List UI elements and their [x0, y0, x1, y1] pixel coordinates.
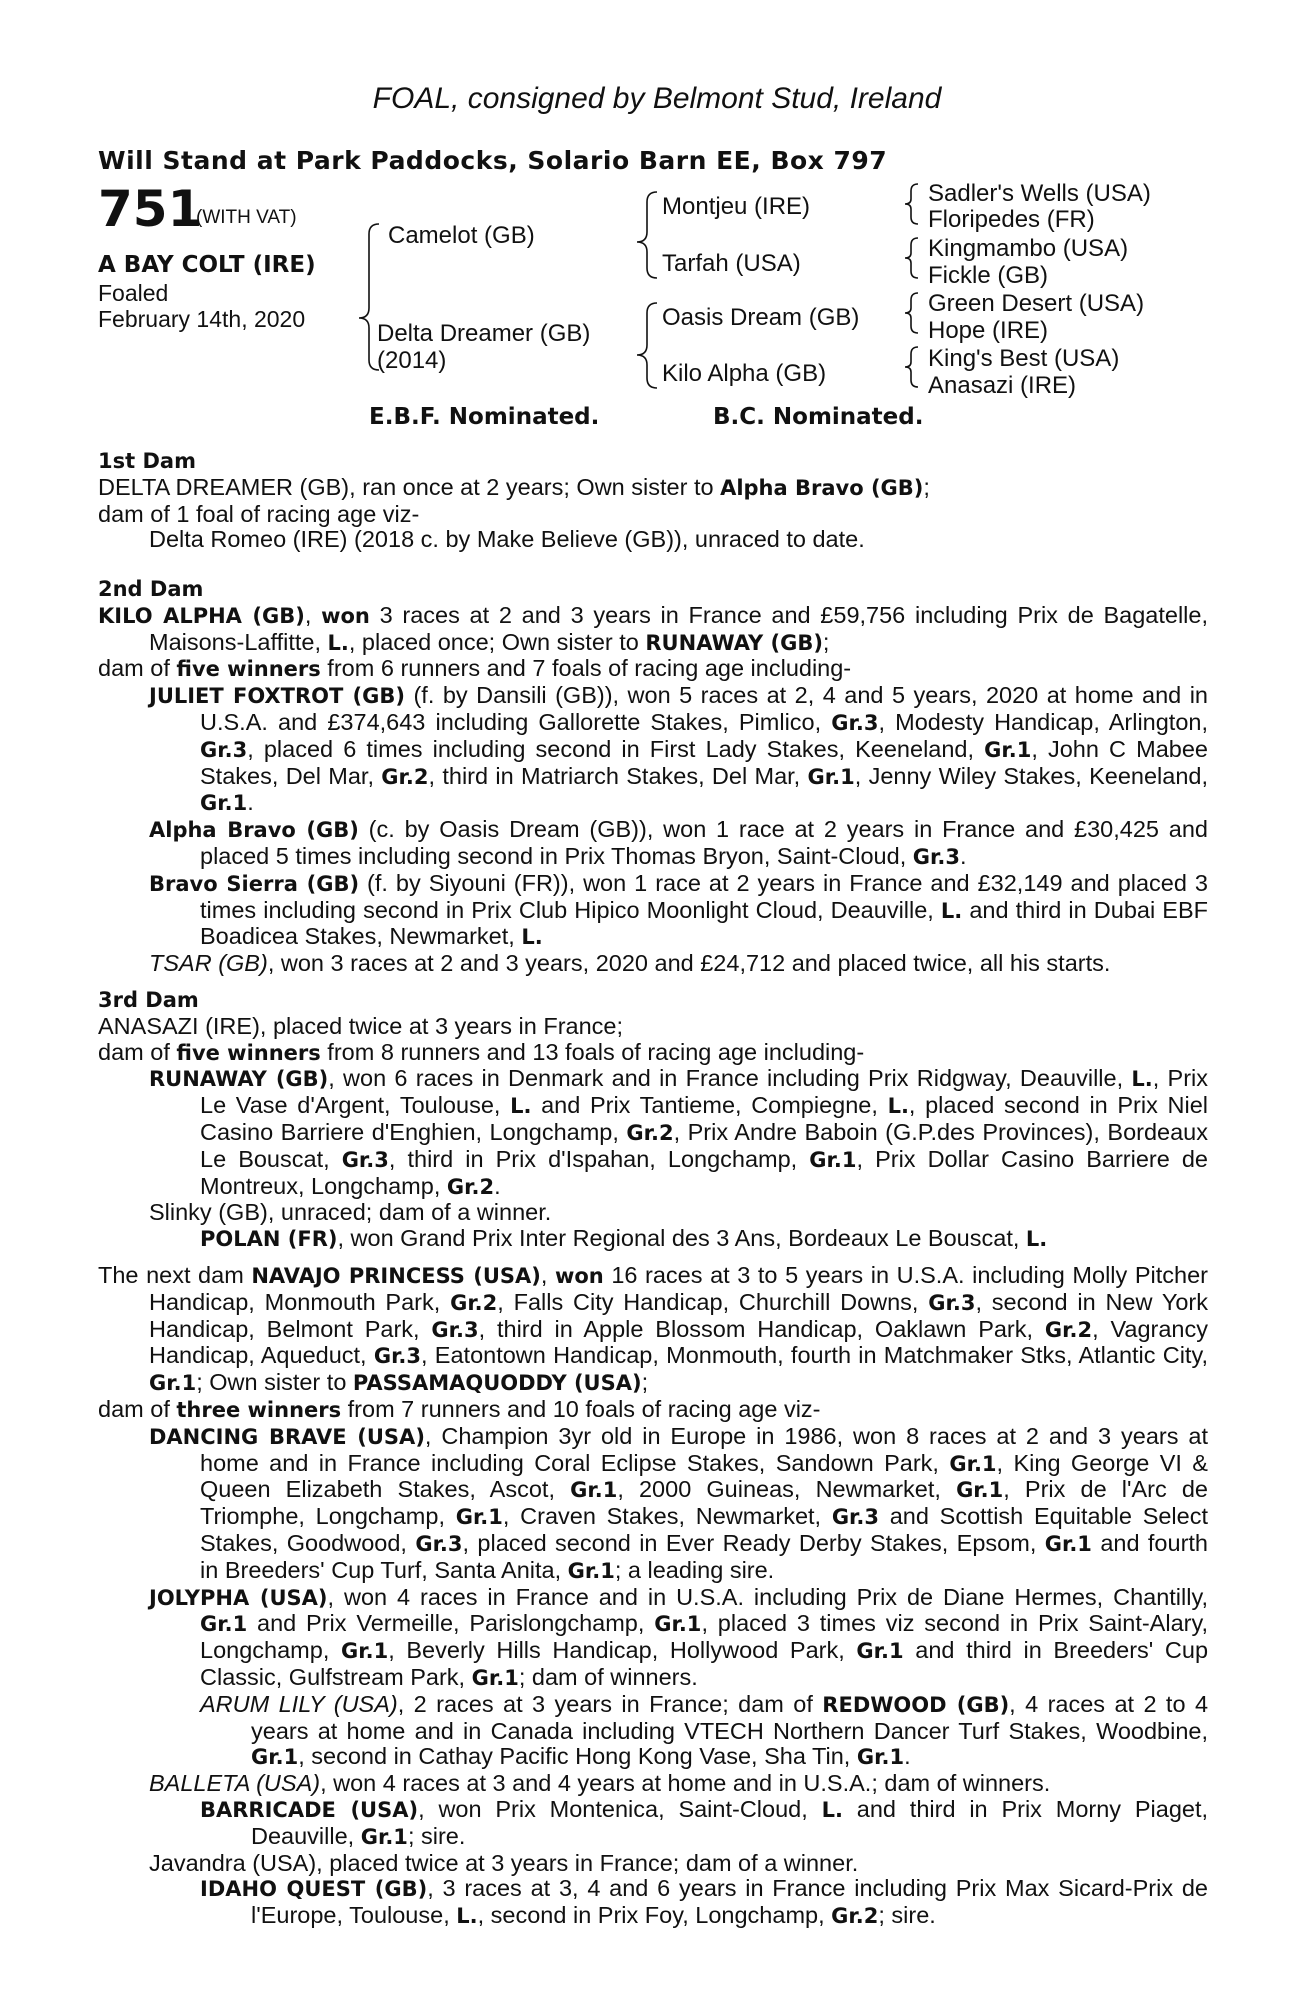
second-dam-section	[98, 576, 1208, 977]
produce-polan: POLAN (FR), won Grand Prix Inter Regional des 3 Ans, Bordeaux Le Bouscat, L.	[200, 1225, 1048, 1252]
produce-balleta: BALLETA (USA), won 4 races at 3 and 4 years at home and in U.S.A.; dam of winners.	[149, 1770, 1051, 1797]
first-dam-foal: Delta Romeo (IRE) (2018 c. by Make Believe (GB)), unraced to date.	[149, 526, 865, 553]
produce-barricade: BARRICADE (USA), won Prix Montenica, Saint-Cloud, L. and third in Prix Morny Piaget, Deauville, Gr.1; sire.	[200, 1795, 1209, 1849]
pedigree-gen3-2: Floripedes (FR)	[928, 206, 1095, 233]
next-dam-produce-line: dam of three winners from 7 runners and 10 foals of racing age viz-	[98, 1395, 821, 1422]
next-dam-record: The next dam NAVAJO PRINCESS (USA), won 16 races at 3 to 5 years in U.S.A. including Molly Pitcher Handicap, Monmouth Park, Gr.2, Falls City Handicap, Churchill Downs, Gr.3, second in New York Handicap, Belmont Park, Gr.3, third in Apple Blossom Handicap, Oaklawn Park, Gr.2, Vagrancy Handicap, Aqueduct, Gr.3, Eatontown Handicap, Monmouth, fourth in Matchmaker Stks, Atlantic City, Gr.1; Own sister to PASSAMAQUODDY (USA);	[98, 1262, 1208, 1396]
third-dam-section	[98, 987, 1208, 1253]
ebf-nominated: E.B.F. Nominated.	[369, 404, 600, 430]
third-dam-record: ANASAZI (IRE), placed twice at 3 years in France;	[98, 1012, 624, 1039]
produce-tsar: TSAR (GB), won 3 races at 2 and 3 years, 2020 and £24,712 and placed twice, all his starts.	[149, 950, 1111, 977]
bracket-gen3-3	[905, 293, 918, 333]
bracket-gen2-sire	[637, 192, 657, 278]
pedigree-gen3-3: Kingmambo (USA)	[928, 235, 1129, 262]
bracket-gen3-4	[905, 347, 918, 387]
pedigree-gen3-7: King's Best (USA)	[928, 345, 1120, 372]
bracket-gen3-2	[905, 238, 918, 278]
produce-bravo-sierra: Bravo Sierra (GB) (f. by Siyouni (FR)), won 1 race at 2 years in France and £32,149 and placed 3 times including second in Prix Club Hipico Moonlight Cloud, Deauville, L. and third in Dubai EBF Boadicea Stakes, Newmarket, L.	[149, 869, 1208, 950]
produce-runaway: RUNAWAY (GB), won 6 races in Denmark and in France including Prix Ridgway, Deauville, L., Prix Le Vase d'Argent, Toulouse, L. and Prix Tantieme, Compiegne, L., placed second in Prix Niel Casino Barriere d'Enghien, Longchamp, Gr.2, Prix Andre Baboin (G.P.des Provinces), Bordeaux Le Bouscat, Gr.3, third in Prix d'Ispahan, Longchamp, Gr.1, Prix Dollar Casino Barriere de Montreux, Longchamp, Gr.2.	[149, 1065, 1209, 1199]
pedigree-dam-sire: Oasis Dream (GB)	[662, 304, 860, 331]
horse-name: A BAY COLT (IRE)	[98, 252, 316, 278]
third-dam-produce-line: dam of five winners from 8 runners and 13 foals of racing age including-	[98, 1038, 865, 1065]
pedigree-gen3-8: Anasazi (IRE)	[928, 372, 1077, 399]
third-dam-heading: 3rd Dam	[98, 988, 199, 1012]
bracket-gen1	[359, 224, 379, 370]
produce-jolypha: JOLYPHA (USA), won 4 races in France and in U.S.A. including Prix de Diane Hermes, Chantilly, Gr.1 and Prix Vermeille, Parislongchamp, Gr.1, placed 3 times viz second in Prix Saint-Alary, Longchamp, Gr.1, Beverly Hills Handicap, Hollywood Park, Gr.1 and third in Breeders' Cup Classic, Gulfstream Park, Gr.1; dam of winners.	[149, 1583, 1209, 1690]
next-dam-section	[98, 1263, 1208, 1930]
produce-alpha-bravo: Alpha Bravo (GB) (c. by Oasis Dream (GB)), won 1 race at 2 years in France and £30,425 and placed 5 times including second in Prix Thomas Bryon, Saint-Cloud, Gr.3.	[149, 816, 1208, 869]
produce-idaho-quest: IDAHO QUEST (GB), 3 races at 3, 4 and 6 years in France including Prix Max Sicard-Prix de l'Europe, Toulouse, L., second in Prix Foy, Longchamp, Gr.2; sire.	[200, 1875, 1208, 1929]
first-dam-produce-line: dam of 1 foal of racing age viz-	[98, 500, 420, 527]
pedigree-sire: Camelot (GB)	[388, 222, 535, 249]
lot-number: 751	[98, 180, 203, 238]
second-dam-produce-line: dam of five winners from 6 runners and 7 foals of racing age including-	[98, 655, 852, 682]
pedigree-dam: Delta Dreamer (GB)	[377, 320, 591, 347]
pedigree-sire-sire: Montjeu (IRE)	[662, 193, 811, 220]
produce-arum-lily: ARUM LILY (USA), 2 races at 3 years in France; dam of REDWOOD (GB), 4 races at 2 to 4 years at home and in Canada including VTECH Northern Dancer Turf Stakes, Woodbine, Gr.1, second in Cathay Pacific Hong Kong Vase, Sha Tin, Gr.1.	[200, 1690, 1209, 1770]
bracket-gen2-dam	[637, 303, 657, 388]
page-title: FOAL, consigned by Belmont Stud, Ireland	[372, 82, 942, 115]
foaled-label: Foaled	[98, 280, 169, 306]
second-dam-record: KILO ALPHA (GB), won 3 races at 2 and 3 years in France and £59,756 including Prix de Bagatelle, Maisons-Laffitte, L., placed once; Own sister to RUNAWAY (GB);	[98, 601, 1208, 655]
first-dam-line: DELTA DREAMER (GB), ran once at 2 years; Own sister to Alpha Bravo (GB);	[98, 473, 930, 500]
bracket-gen3-1	[905, 184, 918, 224]
first-dam-section	[98, 448, 1208, 553]
produce-slinky: Slinky (GB), unraced; dam of a winner.	[149, 1199, 552, 1226]
pedigree-sire-dam: Tarfah (USA)	[662, 250, 801, 277]
produce-javandra: Javandra (USA), placed twice at 3 years in France; dam of a winner.	[149, 1849, 859, 1876]
foaled-date: February 14th, 2020	[98, 306, 306, 332]
first-dam-heading: 1st Dam	[98, 449, 196, 473]
lot-vat-note: (WITH VAT)	[196, 207, 297, 228]
produce-juliet-foxtrot: JULIET FOXTROT (GB) (f. by Dansili (GB)), won 5 races at 2, 4 and 5 years, 2020 at home and in U.S.A. and £374,643 including Gallorette Stakes, Pimlico, Gr.3, Modesty Handicap, Arlington, Gr.3, placed 6 times including second in First Lady Stakes, Keeneland, Gr.1, John C Mabee Stakes, Del Mar, Gr.2, third in Matriarch Stakes, Del Mar, Gr.1, Jenny Wiley Stakes, Keeneland, Gr.1.	[149, 682, 1208, 816]
pedigree-gen3-1: Sadler's Wells (USA)	[928, 180, 1151, 207]
second-dam-heading: 2nd Dam	[98, 577, 204, 601]
pedigree-gen3-5: Green Desert (USA)	[928, 290, 1145, 317]
pedigree-gen3-6: Hope (IRE)	[928, 317, 1049, 344]
bc-nominated: B.C. Nominated.	[713, 404, 924, 430]
stand-location: Will Stand at Park Paddocks, Solario Barn EE, Box 797	[98, 146, 888, 175]
pedigree-dam-year: (2014)	[377, 347, 447, 374]
produce-dancing-brave: DANCING BRAVE (USA), Champion 3yr old in Europe in 1986, won 8 races at 2 and 3 years at home and in France including Coral Eclipse Stakes, Sandown Park, Gr.1, King George VI & Queen Elizabeth Stakes, Ascot, Gr.1, 2000 Guineas, Newmarket, Gr.1, Prix de l'Arc de Triomphe, Longchamp, Gr.1, Craven Stakes, Newmarket, Gr.3 and Scottish Equitable Select Stakes, Goodwood, Gr.3, placed second in Ever Ready Derby Stakes, Epsom, Gr.1 and fourth in Breeders' Cup Turf, Santa Anita, Gr.1; a leading sire.	[149, 1422, 1209, 1583]
pedigree-dam-dam: Kilo Alpha (GB)	[662, 360, 827, 387]
pedigree-gen3-4: Fickle (GB)	[928, 262, 1048, 289]
